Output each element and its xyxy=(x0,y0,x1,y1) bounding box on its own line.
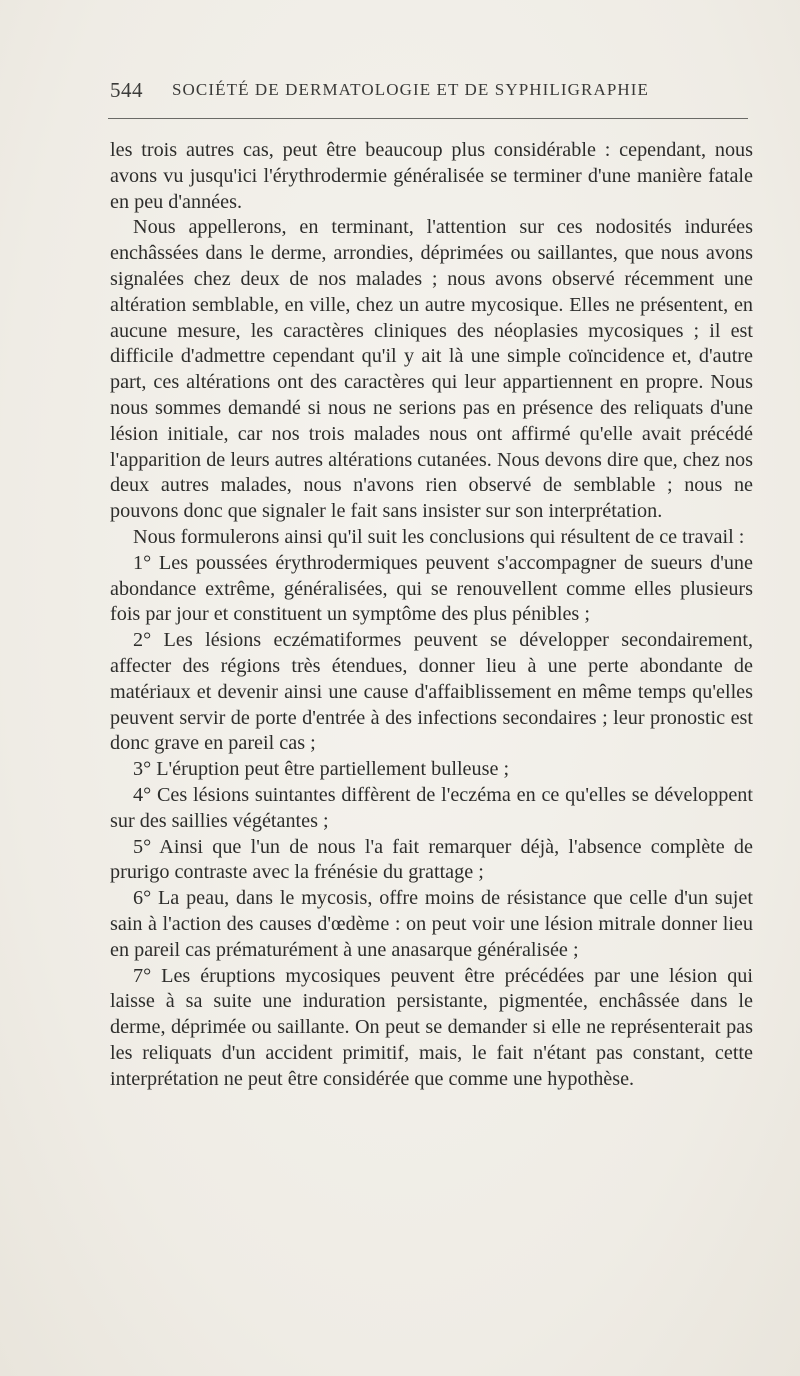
conclusion-7: 7° Les éruptions mycosiques peuvent être précédées par une lésion qui laisse à sa suite une induration persistante, pigmentée, enchâssée dans le derme, déprimée ou saillante. On peut se demander si elle ne représenterait pas les reliquats d'un accident primitif, mais, le fait n'étant pas constant, cette interprétation ne peut être considérée que comme une hypothèse. xyxy=(110,964,753,1090)
conclusion-1: 1° Les poussées érythrodermiques peuvent s'accompagner de sueurs d'une abondance extrême, généralisées, qui se renouvellent comme elles plusieurs fois par jour et constituent un symptôme des plus pénibles ; xyxy=(110,551,753,626)
running-title: SOCIÉTÉ DE DERMATOLOGIE ET DE SYPHILIGRAPHIE xyxy=(172,80,650,99)
header-rule xyxy=(108,118,748,119)
conclusion-3: 3° L'éruption peut être partiellement bulleuse ; xyxy=(133,758,510,781)
page-header xyxy=(110,78,750,106)
conclusion-2: 2° Les lésions eczématiformes peuvent se développer secondairement, affecter des régions très étendues, donner lieu à une perte abondante de matériaux et devenir ainsi une cause d'affaiblissement en même temps qu'elles peuvent servir de porte d'entrée à des infections secondaires ; leur pronostic est donc grave en pareil cas ; xyxy=(110,629,753,755)
body-text xyxy=(110,138,753,1092)
paragraph-conclusions-intro: Nous formulerons ainsi qu'il suit les conclusions qui résultent de ce travail : xyxy=(133,525,745,548)
page-number: 544 xyxy=(110,78,143,102)
conclusion-5: 5° Ainsi que l'un de nous l'a fait remarquer déjà, l'absence complète de prurigo contraste avec la frénésie du grattage ; xyxy=(110,835,753,884)
paragraph-nodosites: Nous appellerons, en terminant, l'attention sur ces nodosités indurées enchâssées dans le derme, arrondies, déprimées ou saillantes, que nous avons signalées chez deux de nos malades ; nous avons observé récemment une altération semblable, en ville, chez un autre mycosique. Elles ne présentent, en aucune mesure, les caractères cliniques des néoplasies mycosiques ; il est difficile d'admettre cependant qu'il y ait là une simple coïncidence et, d'autre part, ces altérations ont des caractères qui leur appartiennent en propre. Nous nous sommes demandé si nous ne serions pas en présence des reliquats d'une lésion initiale, car nos trois malades nous ont affirmé qu'elle avait précédé l'apparition de leurs autres altérations cutanées. Nous devons dire que, chez nos deux autres malades, nous n'avons rien observé de semblable ; nous ne pouvons donc que signaler le fait sans insister sur son interprétation. xyxy=(110,216,753,523)
conclusion-4: 4° Ces lésions suintantes diffèrent de l'eczéma en ce qu'elles se développent sur des saillies végétantes ; xyxy=(110,783,753,832)
paragraph-continuation: les trois autres cas, peut être beaucoup plus considérable : cependant, nous avons vu jusqu'ici l'érythrodermie généralisée se terminer d'une manière fatale en peu d'années. xyxy=(110,139,753,213)
conclusion-6: 6° La peau, dans le mycosis, offre moins de résistance que celle d'un sujet sain à l'action des causes d'œdème : on peut voir une lésion mitrale donner lieu en pareil cas prématurément à une anasarque généralisée ; xyxy=(110,887,753,961)
